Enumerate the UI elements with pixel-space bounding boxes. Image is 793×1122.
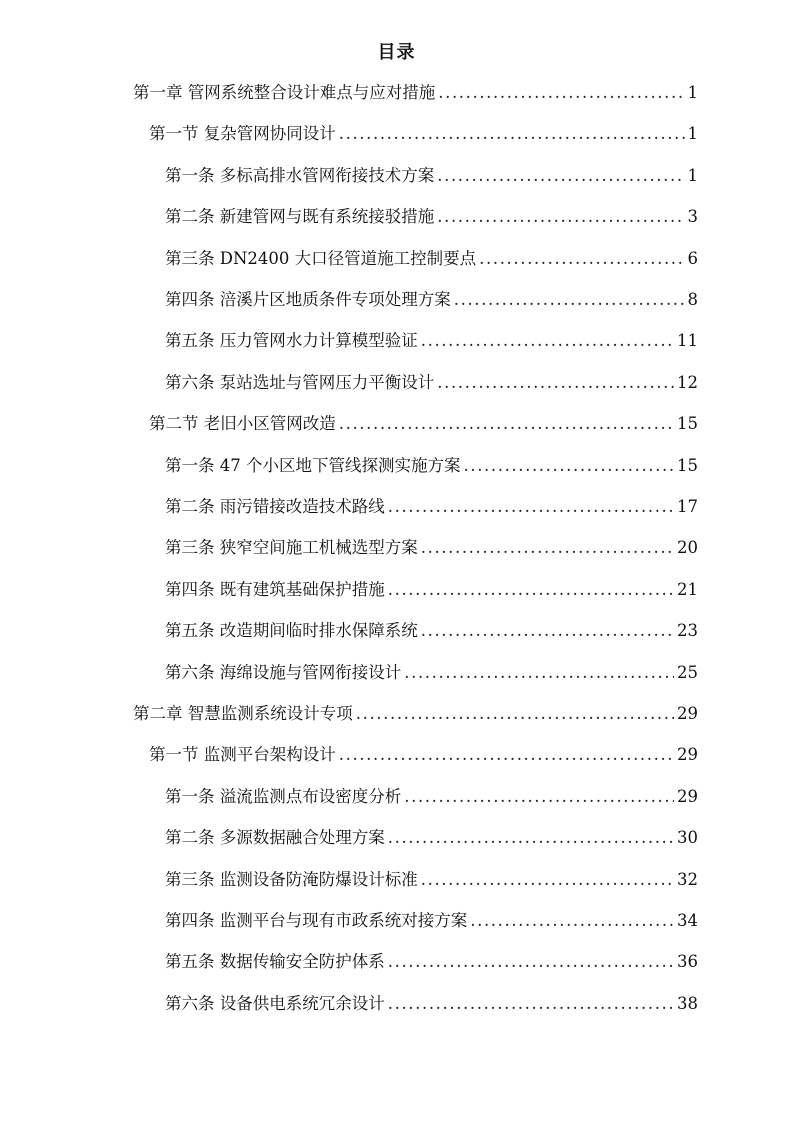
toc-page-number: 1 [687,124,698,143]
toc-entry[interactable] [133,693,698,734]
toc-page-number: 29 [677,745,698,764]
toc-dot-leader [404,652,674,693]
toc-entry[interactable] [165,817,698,858]
toc-entry-title: 第一条 47 个小区地下管线探测实施方案 [165,456,461,475]
toc-entry-title: 第二节 老旧小区管网改造 [149,414,336,433]
toc-dot-leader [438,72,684,113]
toc-entry-title: 第三条 DN2400 大口径管道施工控制要点 [165,249,477,268]
toc-entry[interactable] [165,155,698,196]
toc-page-number: 23 [677,621,698,640]
toc-entry[interactable] [165,610,698,651]
toc-page-number: 30 [677,828,698,847]
toc-dot-leader [339,403,674,444]
toc-page-number: 17 [677,497,698,516]
toc-page-number: 12 [677,373,698,392]
toc-page-number: 34 [677,911,698,930]
page-title: 目录 [377,42,416,63]
toc-entry-title: 第一节 监测平台架构设计 [149,745,336,764]
toc-entry[interactable] [165,279,698,320]
toc-entry-title: 第六条 海绵设施与管网衔接设计 [165,663,402,682]
toc-entry-title: 第四条 既有建筑基础保护措施 [165,580,385,599]
toc-page-number: 1 [687,83,698,102]
toc-entry-title: 第六条 设备供电系统冗余设计 [165,994,385,1013]
toc-entry[interactable] [165,569,698,610]
toc-entry-title: 第二条 多源数据融合处理方案 [165,828,385,847]
toc-entry-title: 第一节 复杂管网协同设计 [149,124,336,143]
toc-page-number: 15 [677,456,698,475]
toc-entry-title: 第五条 压力管网水力计算模型验证 [165,331,418,350]
toc-page-number: 21 [677,580,698,599]
toc-page-number: 1 [687,166,698,185]
toc-dot-leader [339,113,685,154]
toc-dot-leader [421,610,674,651]
toc-entry[interactable] [165,983,698,1024]
toc-page-number: 11 [677,331,698,350]
toc-dot-leader [437,196,684,237]
toc-dot-leader [464,445,675,486]
toc-dot-leader [404,776,674,817]
toc-entry[interactable] [165,652,698,693]
toc-entry[interactable] [165,320,698,361]
toc-page-number: 32 [677,870,698,889]
toc-dot-leader [421,320,674,361]
toc-entry[interactable] [165,486,698,527]
toc-page-number: 38 [677,994,698,1013]
toc-entry-title: 第一条 多标高排水管网衔接技术方案 [165,166,435,185]
toc-dot-leader [388,486,674,527]
toc-entry-title: 第六条 泵站选址与管网压力平衡设计 [165,373,435,392]
toc-dot-leader [339,734,674,775]
toc-page-number: 20 [677,538,698,557]
toc-entry[interactable] [165,941,698,982]
toc-entry[interactable] [165,859,698,900]
toc-entry[interactable] [165,238,698,279]
toc-entry-title: 第五条 数据传输安全防护体系 [165,952,385,971]
toc-entry[interactable] [165,362,698,403]
toc-dot-leader [388,817,674,858]
toc-page-number: 25 [677,663,698,682]
toc-page-number: 15 [677,414,698,433]
toc-entry-title: 第三条 监测设备防淹防爆设计标准 [165,870,418,889]
toc-entry[interactable] [165,527,698,568]
toc-entry-title: 第四条 监测平台与现有市政系统对接方案 [165,911,468,930]
toc-entry-title: 第五条 改造期间临时排水保障系统 [165,621,418,640]
toc-dot-leader [437,155,684,196]
toc-entry[interactable] [165,900,698,941]
toc-dot-leader [388,569,674,610]
toc-entry[interactable] [149,734,698,775]
toc-page-number: 29 [677,787,698,806]
toc-dot-leader [356,693,674,734]
toc-dot-leader [479,238,684,279]
toc-dot-leader [388,941,674,982]
toc-dot-leader [421,527,674,568]
toc-entry[interactable] [149,403,698,444]
toc-page-number: 6 [687,249,698,268]
toc-entry-title: 第二章 智慧监测系统设计专项 [133,704,353,723]
toc-entry[interactable] [133,72,698,113]
toc-entry[interactable] [149,113,698,154]
toc-entry-title: 第四条 涪溪片区地质条件专项处理方案 [165,290,451,309]
toc-entry[interactable] [165,445,698,486]
toc-dot-leader [421,859,674,900]
toc-page-number: 3 [687,207,698,226]
toc-entry[interactable] [165,196,698,237]
toc-entry-title: 第二条 雨污错接改造技术路线 [165,497,385,516]
toc-page-number: 36 [677,952,698,971]
toc-page-number: 8 [687,290,698,309]
toc-entry[interactable] [165,776,698,817]
toc-dot-leader [388,983,674,1024]
toc-entry-title: 第一条 溢流监测点布设密度分析 [165,787,402,806]
toc-dot-leader [454,279,685,320]
toc-dot-leader [437,362,674,403]
toc-page-number: 29 [677,704,698,723]
toc-entry-title: 第二条 新建管网与既有系统接驳措施 [165,207,435,226]
toc-entry-title: 第一章 管网系统整合设计难点与应对措施 [133,83,436,102]
toc-entry-title: 第三条 狭窄空间施工机械选型方案 [165,538,418,557]
toc-dot-leader [470,900,674,941]
